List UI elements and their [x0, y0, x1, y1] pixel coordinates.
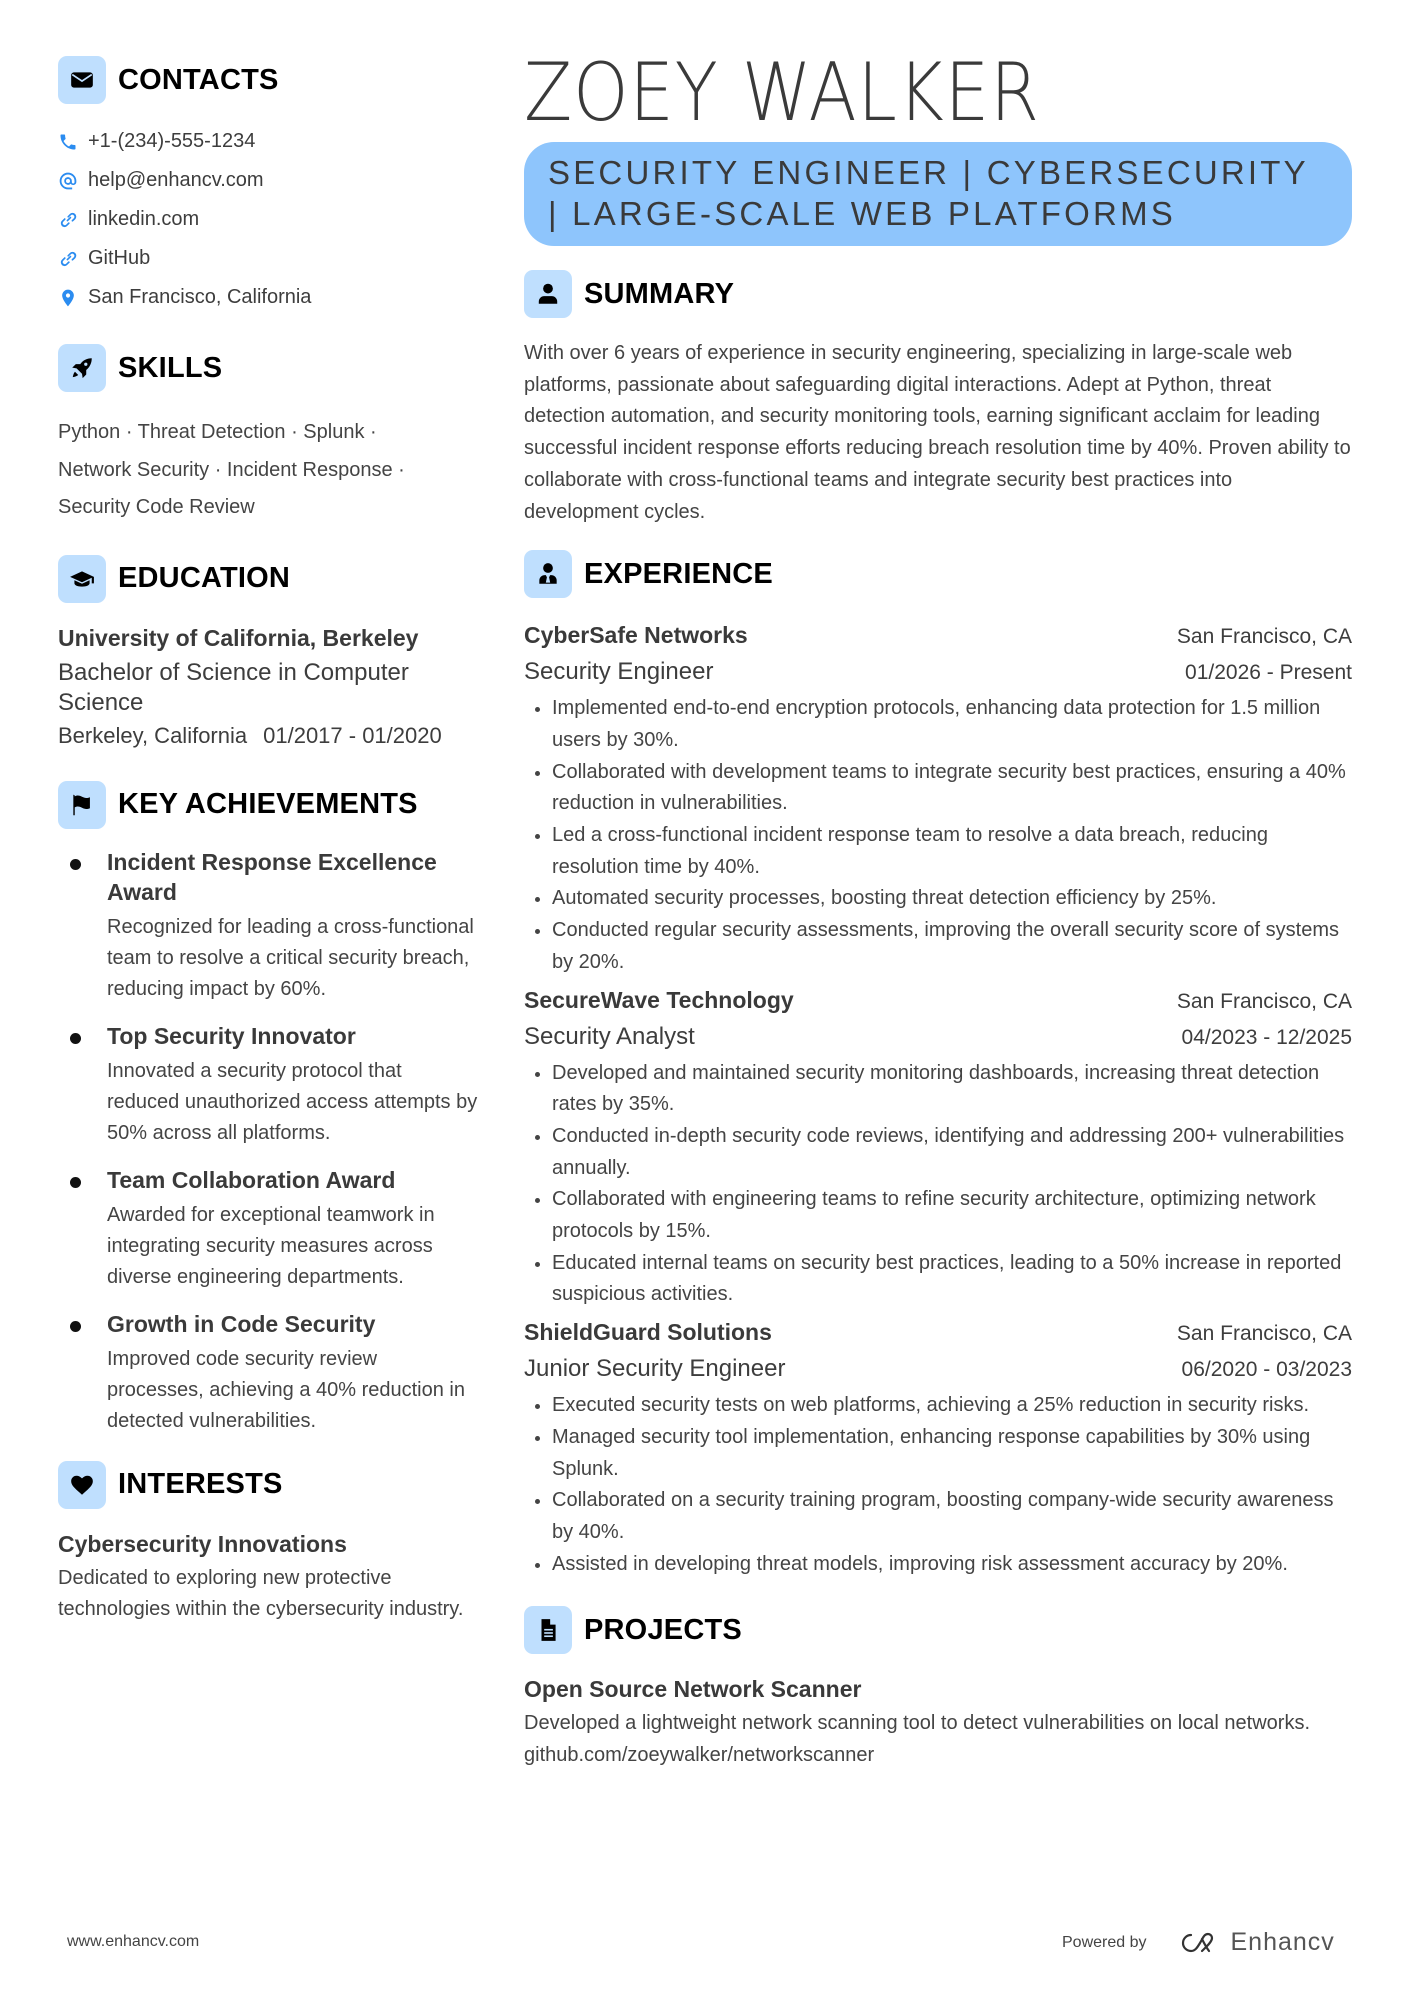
skills-section	[58, 344, 478, 527]
summary-section	[524, 270, 1352, 528]
location-pin-icon	[58, 288, 78, 308]
contact-github[interactable]	[58, 239, 478, 278]
achievement-item	[58, 1021, 478, 1149]
interests-section	[58, 1461, 478, 1626]
contacts-section	[58, 56, 478, 317]
phone-icon	[58, 132, 78, 152]
interest-title: Cybersecurity Innovations	[58, 1530, 347, 1557]
achievements-header	[58, 781, 478, 829]
job-role-row	[524, 1019, 1352, 1056]
job-bullet: Educated internal teams on security best practices, leading to a 50% increase in reported suspicious activities.	[524, 1248, 1352, 1311]
section-title: INTERESTS	[118, 1468, 283, 1500]
user-tie-icon	[524, 550, 572, 598]
job-bullet: Collaborated with engineering teams to refine security architecture, optimizing network protocols by 15%.	[524, 1184, 1352, 1247]
envelope-icon	[58, 56, 106, 104]
job-bullets	[524, 1058, 1352, 1312]
document-icon	[524, 1606, 572, 1654]
interest-description: Dedicated to exploring new protective technologies within the cybersecurity industry.	[58, 1566, 464, 1620]
section-title: PROJECTS	[584, 1613, 742, 1646]
job-dates: 01/2026 - Present	[1185, 661, 1352, 685]
job-role: Security Engineer	[524, 658, 714, 686]
company-name: ShieldGuard Solutions	[524, 1319, 772, 1346]
section-title: CONTACTS	[118, 63, 279, 96]
job-entry	[524, 618, 1352, 978]
job-location: San Francisco, CA	[1176, 625, 1352, 649]
candidate-name: ZOEY WALKER	[524, 46, 1040, 139]
job-header-row	[524, 1315, 1352, 1351]
skills-list	[58, 414, 478, 527]
company-name: SecureWave Technology	[524, 986, 794, 1013]
achievement-item	[58, 847, 478, 1005]
job-bullet: Led a cross-functional incident response team to resolve a data breach, reducing resolution time by 40%.	[524, 820, 1352, 883]
graduation-cap-icon	[58, 555, 106, 603]
job-bullet: Collaborated on a security training program, boosting company-wide security awareness by 40%.	[524, 1485, 1352, 1548]
contact-email[interactable]	[58, 161, 478, 200]
experience-header	[524, 550, 1352, 598]
contact-location	[58, 278, 478, 317]
powered-by-label: Powered by	[1062, 1933, 1147, 1951]
contact-text: GitHub	[88, 247, 151, 269]
job-dates: 04/2023 - 12/2025	[1181, 1025, 1352, 1049]
job-location: San Francisco, CA	[1176, 1322, 1352, 1346]
section-title: SKILLS	[118, 351, 223, 384]
education-header	[58, 555, 478, 603]
job-dates: 06/2020 - 03/2023	[1181, 1358, 1352, 1382]
footer-branding[interactable]	[1062, 1928, 1335, 1957]
bullet-icon	[70, 1033, 81, 1044]
education-entry	[58, 623, 478, 751]
heart-icon	[58, 1461, 106, 1509]
contact-text: linkedin.com	[88, 208, 200, 230]
rocket-icon	[58, 344, 106, 392]
achievement-title: Growth in Code Security	[107, 1310, 376, 1337]
at-icon	[58, 171, 78, 191]
achievement-description: Improved code security review processes, achieving a 40% reduction in detected vulnerabilities.	[107, 1347, 465, 1432]
job-role-row	[524, 1351, 1352, 1388]
job-entry	[524, 1315, 1352, 1580]
skills-header	[58, 344, 478, 392]
link-icon	[58, 249, 78, 269]
job-bullets	[524, 1390, 1352, 1580]
education-dates: 01/2017 - 01/2020	[263, 722, 442, 748]
achievement-description: Awarded for exceptional teamwork in integrating security measures across diverse engineering departments.	[107, 1203, 435, 1288]
job-header-row	[524, 618, 1352, 654]
achievement-item	[58, 1165, 478, 1293]
bullet-icon	[70, 859, 81, 870]
skills-line: Security Code Review	[58, 496, 255, 518]
project-description: Developed a lightweight network scanning tool to detect vulnerabilities on local networks. github.com/zoeywalker/networkscanner	[524, 1712, 1311, 1767]
bullet-icon	[70, 1177, 81, 1188]
education-meta	[58, 721, 478, 751]
projects-section	[524, 1606, 1352, 1771]
summary-text: With over 6 years of experience in security engineering, specializing in large-scale web platforms, passionate about safeguarding digital interactions. Adept at Python, threat detection automation, and security monitoring tools, earning significant acclaim for leading successful incident response efforts reducing breach resolution time by 40%. Proven ability to collaborate with cross-functional teams and integrate security best practices into development cycles.	[524, 342, 1351, 523]
skills-line: Python · Threat Detection · Splunk ·	[58, 421, 377, 443]
job-bullet: Executed security tests on web platforms, achieving a 25% reduction in security risks.	[524, 1390, 1352, 1422]
achievements-section	[58, 781, 478, 1437]
skills-line: Network Security · Incident Response ·	[58, 458, 405, 481]
contact-text: San Francisco, California	[88, 286, 312, 308]
job-role-row	[524, 654, 1352, 691]
enhancv-logo-icon	[1173, 1929, 1221, 1957]
education-section	[58, 555, 478, 751]
job-bullets	[524, 693, 1352, 978]
projects-header	[524, 1606, 1352, 1654]
contact-linkedin[interactable]	[58, 200, 478, 239]
contact-phone[interactable]	[58, 122, 478, 161]
contacts-header	[58, 56, 478, 104]
contact-text: +1-(234)-555-1234	[88, 130, 256, 152]
achievement-description: Innovated a security protocol that reduced unauthorized access attempts by 50% across all platforms.	[107, 1059, 478, 1144]
achievement-item	[58, 1309, 478, 1437]
flag-icon	[58, 781, 106, 829]
section-title: EXPERIENCE	[584, 557, 773, 590]
contact-list	[58, 122, 478, 317]
job-header-row	[524, 983, 1352, 1019]
bullet-icon	[70, 1321, 81, 1332]
job-location: San Francisco, CA	[1176, 989, 1352, 1013]
contact-text: help@enhancv.com	[88, 169, 264, 191]
job-bullet: Developed and maintained security monitoring dashboards, increasing threat detection rates by 35%.	[524, 1058, 1352, 1121]
interests-header	[58, 1461, 478, 1509]
section-title: SUMMARY	[584, 277, 735, 310]
enhancv-brand-name: Enhancv	[1230, 1928, 1335, 1956]
job-bullet: Automated security processes, boosting threat detection efficiency by 25%.	[524, 883, 1352, 915]
job-bullet: Conducted regular security assessments, improving the overall security score of systems by 20%.	[524, 915, 1352, 978]
left-column	[58, 56, 478, 1626]
job-bullet: Assisted in developing threat models, improving risk assessment accuracy by 20%.	[524, 1549, 1352, 1581]
achievement-description: Recognized for leading a cross-functional team to resolve a critical security breach, reducing impact by 60%.	[107, 915, 474, 1000]
summary-header	[524, 270, 1352, 318]
company-name: CyberSafe Networks	[524, 622, 748, 649]
job-title-banner: SECURITY ENGINEER | CYBERSECURITY | LARGE-SCALE WEB PLATFORMS	[524, 142, 1352, 246]
achievement-title: Top Security Innovator	[107, 1022, 356, 1049]
job-bullet: Collaborated with development teams to integrate security best practices, ensuring a 40% reduction in vulnerabilities.	[524, 757, 1352, 820]
achievement-title: Team Collaboration Award	[107, 1166, 396, 1193]
section-title: EDUCATION	[118, 562, 291, 594]
achievements-list	[58, 847, 478, 1437]
right-column	[524, 48, 1352, 1772]
footer-website-link[interactable]: www.enhancv.com	[67, 1933, 200, 1950]
education-location: Berkeley, California	[58, 722, 248, 748]
user-icon	[524, 270, 572, 318]
achievement-title: Incident Response Excellence Award	[107, 848, 437, 905]
job-role: Junior Security Engineer	[524, 1355, 786, 1383]
link-icon	[58, 210, 78, 230]
job-bullet: Conducted in-depth security code reviews, identifying and addressing 200+ vulnerabilities annually.	[524, 1121, 1352, 1184]
job-role: Security Analyst	[524, 1022, 695, 1050]
job-bullet: Managed security tool implementation, enhancing response capabilities by 30% using Splunk.	[524, 1422, 1352, 1485]
degree: Bachelor of Science in Computer Science	[58, 658, 409, 716]
job-entry	[524, 983, 1352, 1312]
experience-section	[524, 550, 1352, 1580]
project-title: Open Source Network Scanner	[524, 1676, 862, 1703]
school-name: University of California, Berkeley	[58, 624, 419, 651]
section-title: KEY ACHIEVEMENTS	[118, 788, 418, 820]
job-bullet: Implemented end-to-end encryption protocols, enhancing data protection for 1.5 million users by 30%.	[524, 693, 1352, 756]
